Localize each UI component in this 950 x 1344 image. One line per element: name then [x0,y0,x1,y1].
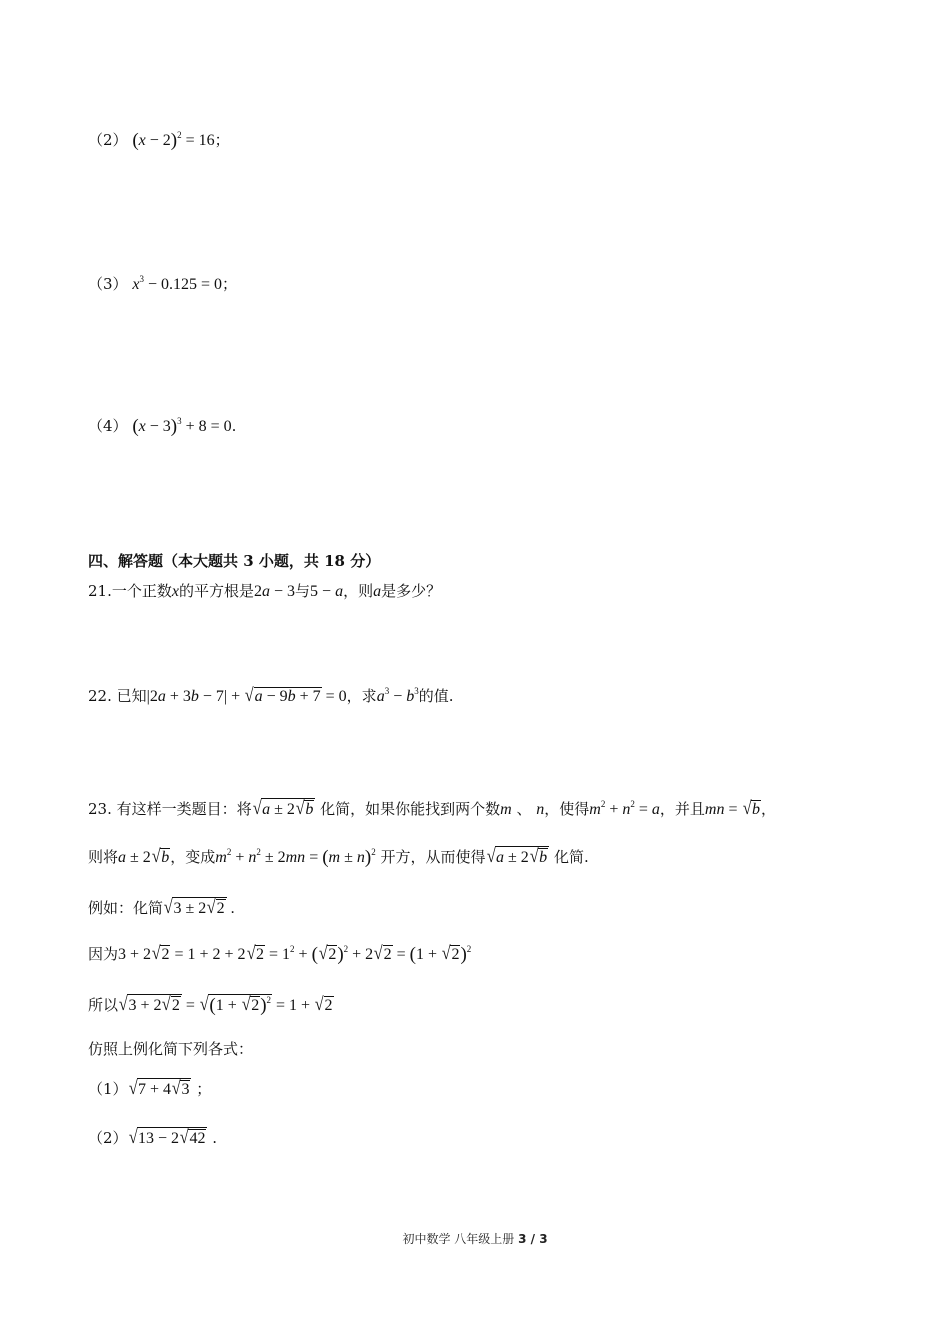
math-expr: $a^3 - b^3$ [376,686,419,705]
question-text: 开方，从而使得 [380,848,486,866]
subproblem-tail: ； [196,1080,212,1098]
math-expr: |2a + 3b − 7| + √a − 9b + 7 = 0 [146,685,347,706]
question-text: 一个正数 [111,582,172,600]
subproblem-tail: . [212,1129,218,1147]
question-text: 与 [295,582,311,600]
question-text: ，变成 [170,848,216,866]
instruction-line: 仿照上例化简下列各式： [88,1040,254,1058]
question-text: 已知 [116,687,147,705]
subproblem-label: （1） [88,1080,128,1098]
problem-4-label: （4） [88,417,128,435]
question-21 [88,579,441,604]
math-expr: $√3 + 2√2 = √(1 + √2)^2 = 1 + √2$ [118,994,333,1016]
because-line [88,942,471,967]
math-expr: $3 + 2√2 = 1 + 2 + 2√2 = 1^2 + (√2)^2 + 2√2 = (1 + √2)^2$ [118,943,472,965]
footer-subject: 初中数学 八年级上册 [402,1232,515,1246]
math-expr: √7 + 4√3 [128,1078,190,1099]
question-text: 的平方根是 [178,582,254,600]
section-heading: 四、解答题（本大题共 3 小题，共 18 分） [88,552,381,570]
problem-2-label: （2） [88,131,128,149]
problem-3-tail: ； [221,275,237,293]
equation: $x^3 - 0.125 = 0$ [132,274,222,293]
math-expr: 5 − a [310,583,344,600]
question-text: ，并且 [659,800,705,818]
question-number: 22. [88,687,112,705]
math-expr: $m^2 + n^2 = a$ [589,799,660,818]
problem-2-tail: ； [214,131,230,149]
question-text: 所以 [88,996,119,1014]
therefore-line [88,993,334,1018]
math-expr: $m^2 + n^2 \pm 2mn = (m \pm n)^2$ [215,847,376,868]
math-expr: a ± 2√b [118,846,170,867]
question-text: 是多少？ [381,582,442,600]
question-text: ，则 [343,582,374,600]
problem-3-label: （3） [88,275,128,293]
math-expr: mn = √b [704,798,760,819]
question-text: 化简. [553,848,589,866]
math-expr: 2a − 3 [254,583,296,600]
math-var: a [373,583,382,600]
example-line [88,896,235,921]
subproblem-2 [88,1126,217,1151]
question-text: 则将 [88,848,119,866]
equation: $(x - 3)^3 + 8 = 0$ [132,416,232,437]
question-text: 、 [516,800,532,818]
problem-3 [88,272,237,297]
math-var: m [500,801,512,818]
math-var: n [536,801,545,818]
page-footer [0,1230,950,1247]
problem-4 [88,414,236,439]
question-text: 例如：化简 [88,899,164,917]
question-text: ，求 [346,687,377,705]
question-text: 有这样一类题目：将 [116,800,252,818]
equation: $(x - 2)^2 = 16$ [132,130,215,151]
question-22 [88,684,454,709]
question-text: ， [760,800,776,818]
question-text: 化简，如果你能找到两个数 [320,800,501,818]
page-number: 3 / 3 [518,1232,548,1246]
subproblem-1 [88,1077,211,1102]
math-var: x [171,583,179,600]
problem-4-tail: . [231,417,237,435]
question-number: 23. [88,800,112,818]
math-expr: √a ± 2√b [486,846,548,867]
math-expr: √13 − 2√42 [128,1127,206,1148]
problem-2 [88,128,230,153]
question-text: ，使得 [544,800,590,818]
question-23 [88,797,776,822]
question-number: 21. [88,582,112,600]
question-23-line-2 [88,845,589,870]
question-text: 的值. [418,687,454,705]
math-expr: √3 ± 2√2 . [163,897,235,918]
question-text: 因为 [88,945,119,963]
subproblem-label: （2） [88,1129,128,1147]
math-expr: √a ± 2√b [252,798,314,819]
